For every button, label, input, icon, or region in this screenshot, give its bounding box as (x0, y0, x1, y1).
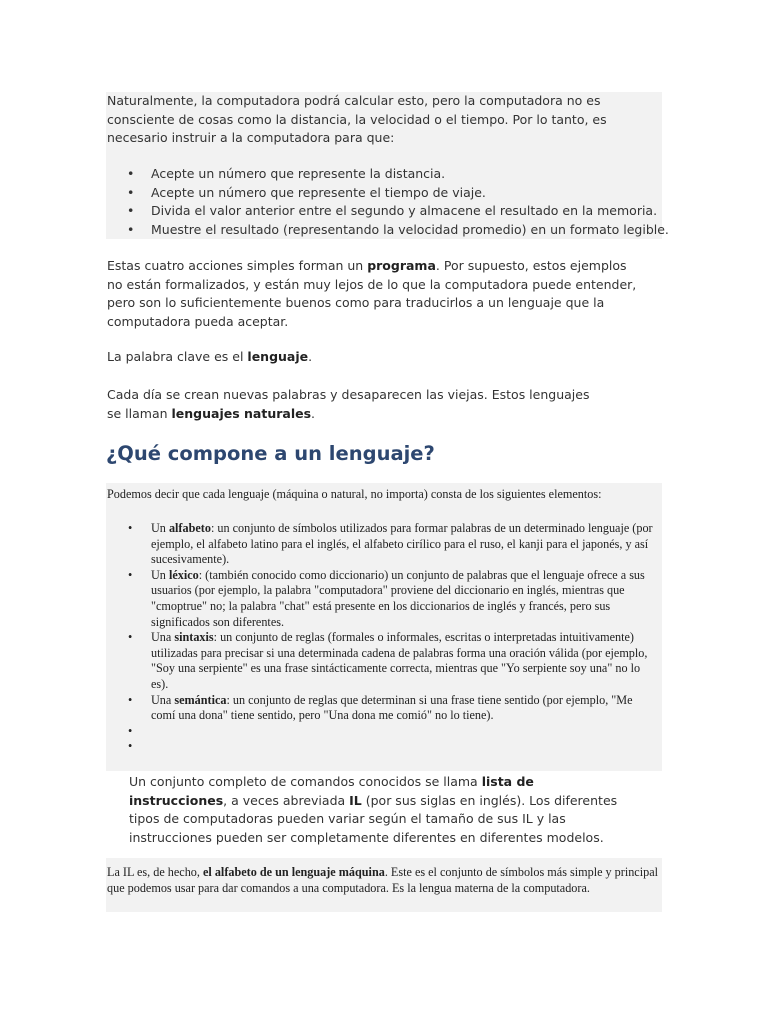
syntax-term: sintaxis (174, 630, 214, 645)
il-paragraph: Un conjunto completo de comandos conocidos se llama lista de instrucciones, a veces abreviada IL (por sus siglas en inglés). Los diferentes tipos de computadoras pueden variar según el tamaño de sus IL y las instrucciones pueden ser completamente diferentes en diferentes modelos. (129, 774, 618, 845)
intro-paragraph (107, 92, 662, 148)
program-text-after: . Por supuesto, estos ejemplos no están formalizados, y están muy lejos de lo que la computadora puede entender, pero son lo suficientemente buenos como para traducirlos a un lenguaje que la computadora pueda aceptar. (107, 258, 637, 329)
machine-alphabet-term: el alfabeto de un lenguaje máquina (203, 865, 385, 879)
list-item: • Una sintaxis: un conjunto de reglas (formales o informales, escritas o interpretadas intuitivamente) utilizadas para precisar si una determinada cadena de palabras forma una oración válida (por ejemplo, "Soy una serpiente" es una frase sintácticamente correcta, mientras que "Yo serpiente soy una" no lo es). (107, 630, 659, 692)
lexicon-term: léxico (168, 567, 199, 582)
instruction-list-term: lista de instrucciones (129, 774, 534, 808)
empty-list-item (107, 739, 659, 755)
list-item: • Un alfabeto: un conjunto de símbolos utilizados para formar palabras de un determinado lenguaje (por ejemplo, el alfabeto latino para el inglés, el alfabeto cirílico para el ruso, el kanji para el japonés, y así sucesivamente). (107, 521, 659, 568)
program-text-before: Estas cuatro acciones simples forman un (107, 258, 368, 273)
section-heading: ¿Qué compone a un lenguaje? (106, 442, 435, 465)
steps-list (107, 165, 667, 239)
list-item: • Acepte un número que represente la distancia. (107, 165, 667, 184)
keyword-text-after: . (308, 349, 313, 364)
program-paragraph (107, 257, 637, 331)
elements-list (107, 521, 659, 755)
list-item: • Un léxico: (también conocido como diccionario) un conjunto de palabras que el lenguaje ofrece a sus usuarios (por ejemplo, la palabra "computadora" proviene del diccionario en inglés, mientras que "cmoptrue" no; la palabra "chat" está presente en los diccionarios de inglés y francés, pero sus significados son diferentes. (107, 568, 659, 630)
list-item: • Acepte un número que represente el tiempo de viaje. (107, 184, 667, 203)
empty-list-item (107, 724, 659, 740)
semantics-term: semántica (174, 692, 227, 707)
elements-intro (107, 487, 667, 503)
list-item: • Divida el valor anterior entre el segundo y almacene el resultado en la memoria. (107, 202, 667, 221)
keyword-text-before: La palabra clave es el (107, 349, 248, 364)
natural-text-before: Cada día se crean nuevas palabras y desaparecen las viejas. Estos lenguajes se llaman (107, 387, 590, 421)
natural-text-after: . (311, 405, 316, 421)
keyword-term: lenguaje (247, 349, 309, 364)
list-item: • Una semántica: un conjunto de reglas que determinan si una frase tiene sentido (por ejemplo, "Me comí una dona" tiene sentido, pero "Una dona me comió" no lo tiene). (107, 693, 659, 724)
keyword-paragraph (107, 348, 647, 367)
alphabet-paragraph: La IL es, de hecho, el alfabeto de un lenguaje máquina. Este es el conjunto de símbolos más simple y principal que podemos usar para dar comandos a una computadora. Es la lengua materna de la computadora. (107, 865, 658, 895)
natural-paragraph (107, 386, 597, 423)
intro-text: Naturalmente, la computadora podrá calcular esto, pero la computadora no es consciente de cosas como la distancia, la velocidad o el tiempo. Por lo tanto, es necesario instruir a la computadora para que: (107, 93, 607, 145)
natural-term: lenguajes naturales (171, 405, 312, 421)
elements-intro-text: Podemos decir que cada lenguaje (máquina o natural, no importa) consta de los siguientes elementos: (107, 487, 602, 501)
program-term: programa (367, 258, 436, 273)
list-item: • Muestre el resultado (representando la velocidad promedio) en un formato legible. (107, 221, 667, 240)
alphabet-term: alfabeto (168, 521, 211, 535)
il-term: IL (349, 792, 362, 808)
